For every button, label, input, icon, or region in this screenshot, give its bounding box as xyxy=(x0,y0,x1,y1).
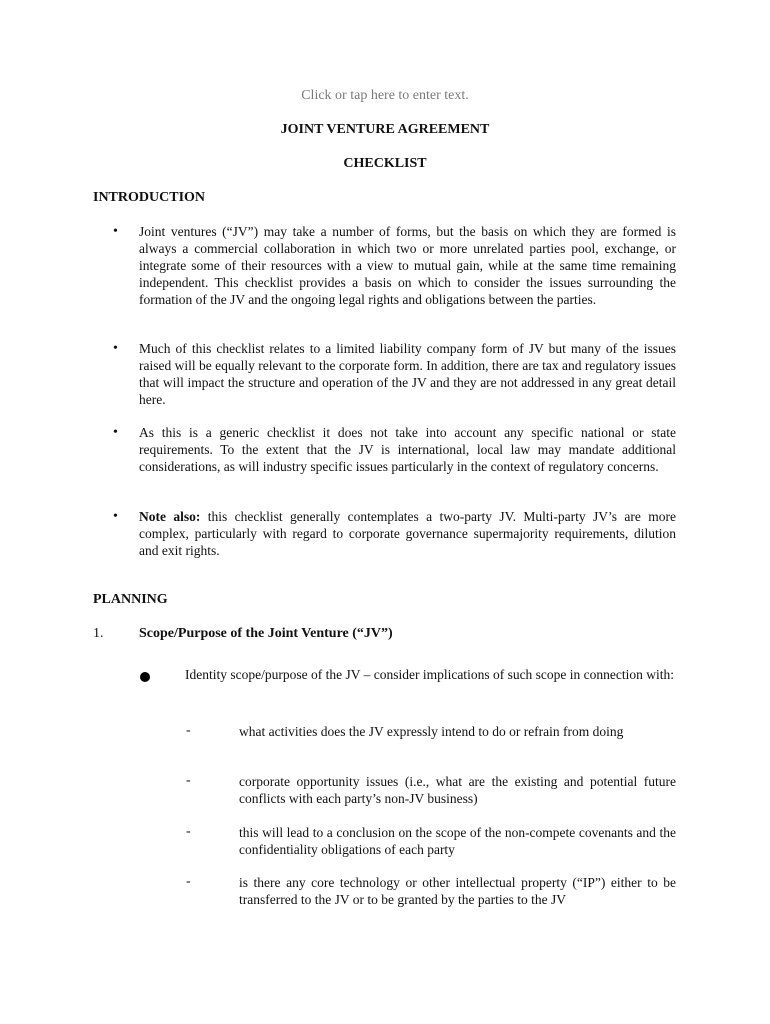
intro-note-paragraph xyxy=(139,508,676,559)
dash-marker: - xyxy=(186,824,191,839)
section-title: Scope/Purpose of the Joint Venture (“JV”) xyxy=(139,626,393,641)
note-label: Note also: xyxy=(139,509,201,524)
section-number: 1. xyxy=(93,626,104,641)
bullet-icon: • xyxy=(113,509,118,524)
content-control-placeholder[interactable]: Click or tap here to enter text. xyxy=(301,88,469,103)
dash-marker: - xyxy=(186,773,191,788)
bullet-icon: • xyxy=(113,224,118,239)
intro-paragraph-3: As this is a generic checklist it does not take into account any specific national or state requirements. To the extent that the JV is international, local law may mandate additional considerations, as will industry specific issues particularly in the context of regulatory concerns. xyxy=(139,425,676,474)
intro-paragraph-2: Much of this checklist relates to a limited liability company form of JV but many of the issues raised will be equally relevant to the corporate form. In addition, there are tax and regulatory issues that will impact the structure and operation of the JV and they are not addressed in any great detail here. xyxy=(139,341,676,407)
dash-marker: - xyxy=(186,723,191,738)
sub-item-4: is there any core technology or other intellectual property (“IP”) either to be transferred to the JV or to be granted by the parties to the JV xyxy=(239,875,676,907)
planning-heading: PLANNING xyxy=(93,592,168,607)
bullet-icon: • xyxy=(113,425,118,440)
intro-paragraph-1: Joint ventures (“JV”) may take a number of forms, but the basis on which they are formed is always a commercial collaboration in which two or more unrelated parties pool, exchange, or integrate some of their resources with a view to mutual gain, while at the same time remaining independent. This checklist provides a basis on which to consider the issues surrounding the formation of the JV and the ongoing legal rights and obligations between the parties. xyxy=(139,224,676,307)
bullet-icon: • xyxy=(113,341,118,356)
sub-item-3: this will lead to a conclusion on the scope of the non-compete covenants and the confidentiality obligations of each party xyxy=(239,825,676,857)
large-bullet-icon xyxy=(140,672,150,682)
dash-marker: - xyxy=(186,874,191,889)
note-text: this checklist generally contemplates a two-party JV. Multi-party JV’s are more complex, particularly with regard to corporate governance supermajority requirements, dilution and exit rights. xyxy=(139,509,676,558)
sub-item-2: corporate opportunity issues (i.e., what are the existing and potential future conflicts with each party’s non-JV business) xyxy=(239,774,676,806)
introduction-heading: INTRODUCTION xyxy=(93,190,206,205)
document-title: JOINT VENTURE AGREEMENT xyxy=(280,122,490,137)
scope-paragraph: Identity scope/purpose of the JV – consider implications of such scope in connection with: xyxy=(185,667,675,682)
sub-item-1: what activities does the JV expressly intend to do or refrain from doing xyxy=(239,724,624,739)
document-subtitle: CHECKLIST xyxy=(343,156,427,171)
